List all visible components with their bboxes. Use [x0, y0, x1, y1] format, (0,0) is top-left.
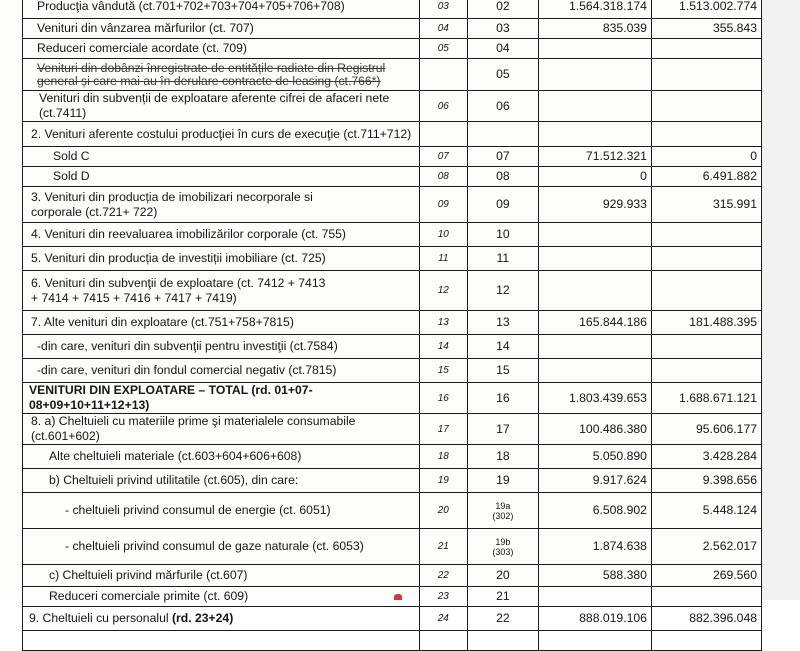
row-number: 03 [467, 19, 538, 39]
value-current: 3.428.284 [651, 445, 761, 469]
table-row [23, 335, 762, 359]
value-previous [539, 39, 652, 59]
value-previous [539, 587, 652, 607]
value-current [651, 271, 761, 311]
row-number-split [467, 529, 538, 565]
value-current: 2.562.017 [651, 529, 761, 565]
row-number: 13 [467, 311, 538, 335]
row-number: 09 [467, 187, 538, 223]
row-number-alt: (303) [492, 546, 514, 557]
row-description: 5. Venituri din producția de investiții imobiliare (ct. 725) [23, 247, 420, 271]
value-previous [539, 122, 652, 147]
value-previous: 929.933 [539, 187, 652, 223]
red-pen-mark [394, 594, 402, 600]
value-current [651, 91, 761, 122]
row-number: 15 [467, 359, 538, 383]
value-current: 6.491.882 [651, 167, 761, 187]
value-previous [539, 223, 652, 247]
row-description: b) Cheltuieli privind utilitatile (ct.605), din care: [23, 469, 420, 493]
table-row [23, 493, 762, 529]
row-description: c) Cheltuieli privind mărfurile (ct.607) [23, 565, 420, 587]
value-current: 1.513.002.774 [651, 0, 761, 19]
row-number-alt: (302) [492, 510, 514, 521]
row-description: 6. Venituri din subvenţii de exploatare (ct. 7412 + 7413 + 7414 + 7415 + 7416 + 7417 + 7419) [23, 271, 420, 311]
row-description: 4. Venituri din reevaluarea imobilizărilor corporale (ct. 755) [23, 223, 420, 247]
row-number: 14 [467, 335, 538, 359]
value-current: 315.991 [651, 187, 761, 223]
row-description: 7. Alte venituri din exploatare (ct.751+758+7815) [23, 311, 420, 335]
old-row-number: 13 [419, 311, 467, 335]
row-description: - cheltuieli privind consumul de gaze naturale (ct. 6053) [23, 529, 420, 565]
row-number [467, 122, 538, 147]
old-row-number: 21 [419, 529, 467, 565]
value-previous [539, 59, 652, 91]
value-previous: 1.874.638 [539, 529, 652, 565]
value-previous: 71.512.321 [539, 147, 652, 167]
old-row-number [419, 631, 467, 651]
value-current: 0 [651, 147, 761, 167]
old-row-number: 22 [419, 565, 467, 587]
table-row [23, 247, 762, 271]
value-current [651, 359, 761, 383]
row-description: Venituri din subvenții de exploatare aferente cifrei de afaceri nete (ct.7411) [23, 91, 420, 122]
value-current [651, 335, 761, 359]
row-description: Venituri din dobânzi înregistrate de entitățile radiate din Registrul general și care mai au în derulare contracte de leasing (ct.766*) [23, 59, 420, 91]
table-row [23, 469, 762, 493]
old-row-number: 08 [419, 167, 467, 187]
row-description [23, 631, 420, 651]
value-previous [539, 271, 652, 311]
value-previous: 888.019.106 [539, 607, 652, 631]
row-number: 19b [495, 536, 511, 547]
row-description: -din care, venituri din fondul comercial negativ (ct.7815) [23, 359, 420, 383]
table-row [23, 311, 762, 335]
old-row-number: 23 [419, 587, 467, 607]
value-previous: 5.050.890 [539, 445, 652, 469]
row-description: Alte cheltuieli materiale (ct.603+604+606+608) [23, 445, 420, 469]
value-previous: 835.039 [539, 19, 652, 39]
value-current: 882.396.048 [651, 607, 761, 631]
old-row-number: 11 [419, 247, 467, 271]
row-description: 8. a) Cheltuieli cu materiile prime şi materialele consumabile (ct.601+602) [23, 414, 420, 445]
row-number: 04 [467, 39, 538, 59]
table-row [23, 271, 762, 311]
viewer-side-margin [762, 0, 800, 600]
value-current: 5.448.124 [651, 493, 761, 529]
value-previous: 1.564.318.174 [539, 0, 652, 19]
old-row-number: 12 [419, 271, 467, 311]
table-row [23, 587, 762, 607]
row-number: 21 [467, 587, 538, 607]
row-description: Sold D [23, 167, 420, 187]
row-number: 07 [467, 147, 538, 167]
value-current [651, 247, 761, 271]
value-current [651, 59, 761, 91]
row-number: 12 [467, 271, 538, 311]
value-previous: 0 [539, 167, 652, 187]
row-description: Reduceri comerciale acordate (ct. 709) [23, 39, 420, 59]
value-current [651, 631, 761, 651]
row-description: -din care, venituri din subvenţii pentru investiţii (ct.7584) [23, 335, 420, 359]
value-previous: 100.486.380 [539, 414, 652, 445]
value-previous: 165.844.186 [539, 311, 652, 335]
value-previous [539, 335, 652, 359]
old-row-number: 19 [419, 469, 467, 493]
row-description: Sold C [23, 147, 420, 167]
table-row [23, 359, 762, 383]
old-row-number: 16 [419, 383, 467, 414]
value-current [651, 122, 761, 147]
table-row [23, 167, 762, 187]
table-row [23, 122, 762, 147]
table-row [23, 91, 762, 122]
table-row [23, 529, 762, 565]
old-row-number [419, 122, 467, 147]
row-number: 10 [467, 223, 538, 247]
row-description: Producţia vândută (ct.701+702+703+704+705+706+708) [23, 0, 420, 19]
row-description: 9. Cheltuieli cu personalul (rd. 23+24) [23, 607, 420, 631]
old-row-number: 06 [419, 91, 467, 122]
old-row-number [419, 59, 467, 91]
row-description: 3. Venituri din producția de imobilizari necorporale si corporale (ct.721+ 722) [23, 187, 420, 223]
table-row [23, 414, 762, 445]
row-number-split [467, 493, 538, 529]
value-current: 181.488.395 [651, 311, 761, 335]
value-current [651, 223, 761, 247]
table-row [23, 59, 762, 91]
value-previous: 6.508.902 [539, 493, 652, 529]
row-number: 08 [467, 167, 538, 187]
value-current: 269.560 [651, 565, 761, 587]
row-number: 19a [495, 500, 511, 511]
row-description: - cheltuieli privind consumul de energie (ct. 6051) [23, 493, 420, 529]
table-row-total [23, 383, 762, 414]
old-row-number: 05 [419, 39, 467, 59]
old-row-number: 09 [419, 187, 467, 223]
row-number: 11 [467, 247, 538, 271]
value-current [651, 39, 761, 59]
old-row-number: 14 [419, 335, 467, 359]
value-previous: 9.917.624 [539, 469, 652, 493]
old-row-number: 03 [419, 0, 467, 19]
table-row [23, 0, 762, 19]
row-number: 20 [467, 565, 538, 587]
table-row [23, 445, 762, 469]
value-previous: 588.380 [539, 565, 652, 587]
old-row-number: 04 [419, 19, 467, 39]
row-description: Venituri din vânzarea mărfurilor (ct. 707) [23, 19, 420, 39]
value-previous [539, 91, 652, 122]
row-number: 19 [467, 469, 538, 493]
table-row [23, 607, 762, 631]
table-row [23, 147, 762, 167]
old-row-number: 10 [419, 223, 467, 247]
table-row [23, 19, 762, 39]
row-number: 06 [467, 91, 538, 122]
table-row [23, 39, 762, 59]
old-row-number: 07 [419, 147, 467, 167]
table-row [23, 187, 762, 223]
value-current: 1.688.671.121 [651, 383, 761, 414]
row-number: 05 [467, 59, 538, 91]
value-current: 95.606.177 [651, 414, 761, 445]
old-row-number: 17 [419, 414, 467, 445]
table-row [23, 223, 762, 247]
old-row-number: 24 [419, 607, 467, 631]
value-previous [539, 247, 652, 271]
row-description: Reduceri comerciale primite (ct. 609) [23, 587, 420, 607]
row-number: 17 [467, 414, 538, 445]
old-row-number: 15 [419, 359, 467, 383]
row-number: 02 [467, 0, 538, 19]
value-previous: 1.803.439.653 [539, 383, 652, 414]
value-current: 355.843 [651, 19, 761, 39]
row-number: 22 [467, 607, 538, 631]
row-number [467, 631, 538, 651]
table-row [23, 565, 762, 587]
old-row-number: 18 [419, 445, 467, 469]
profit-loss-table [22, 0, 762, 651]
value-previous [539, 631, 652, 651]
table-row-partial [23, 631, 762, 651]
value-current [651, 587, 761, 607]
value-current: 9.398.656 [651, 469, 761, 493]
value-previous [539, 359, 652, 383]
row-number: 16 [467, 383, 538, 414]
row-description: VENITURI DIN EXPLOATARE – TOTAL (rd. 01+07-08+09+10+11+12+13) [23, 383, 420, 414]
old-row-number: 20 [419, 493, 467, 529]
row-number: 18 [467, 445, 538, 469]
row-description: 2. Venituri aferente costului producţiei în curs de execuţie (ct.711+712) [23, 122, 420, 147]
